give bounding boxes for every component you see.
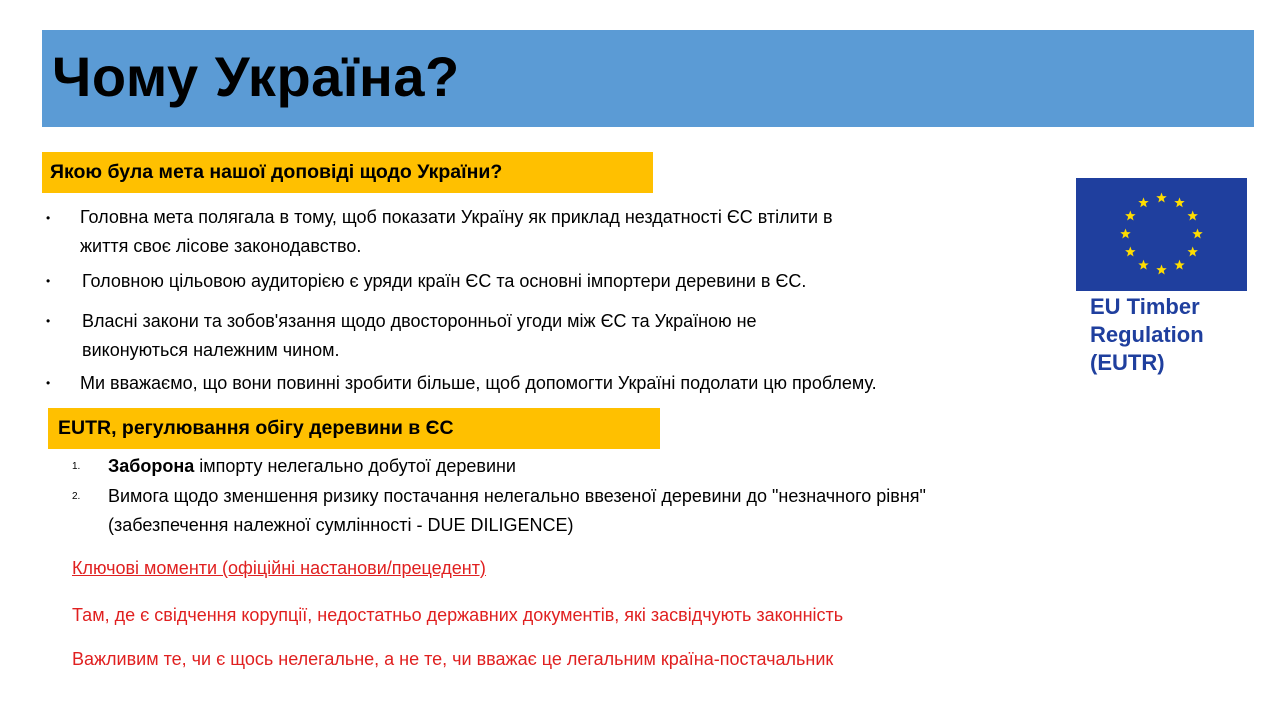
emphasis-text: Заборона: [108, 456, 195, 476]
key-point-corruption: Там, де є свідчення корупції, недостатньо державних документів, які засвідчують законність: [72, 605, 844, 625]
eutr-logo: [1076, 178, 1248, 377]
item-text: Вимога щодо зменшення ризику постачання нелегально ввезеної деревини до "незначного рівня": [108, 486, 926, 506]
bullet-text: Ми вважаємо, що вони повинні зробити більше, щоб допомогти Україні подолати цю проблему.: [80, 373, 877, 393]
list-number: 1.: [72, 461, 81, 472]
title-bar: [42, 30, 1254, 127]
logo-line-eu-timber: EU Timber: [1090, 294, 1200, 319]
bullet-text: Власні закони та зобов'язання щодо двосторонньої угоди між ЄС та Україною не: [82, 311, 757, 331]
bullet-text-cont: виконуються належним чином.: [82, 340, 340, 360]
logo-line-eutr: (EUTR): [1090, 350, 1165, 375]
logo-line-regulation: Regulation: [1090, 322, 1204, 347]
key-point-legality: Важливим те, чи є щось нелегальне, а не те, чи вважає це легальним країна-постачальник: [72, 649, 834, 669]
key-points-heading: Ключові моменти (офіційні настанови/прецедент): [72, 558, 486, 578]
bullet-marker: •: [46, 211, 51, 225]
section-heading-goal: Якою була мета нашої доповіді щодо України?: [42, 152, 653, 193]
bullet-text-cont: життя своє лісове законодавство.: [80, 236, 362, 256]
item-text-cont: (забезпечення належної сумлінності - DUE DILIGENCE): [108, 515, 574, 535]
bullet-text: Головна мета полягала в тому, щоб показати Україну як приклад нездатності ЄС втілити в: [80, 207, 833, 227]
slide-title: Чому Україна?: [52, 45, 460, 108]
bullet-marker: •: [46, 274, 51, 288]
bullet-text: Головною цільовою аудиторією є уряди країн ЄС та основні імпортери деревини в ЄС.: [82, 271, 807, 291]
item-text: імпорту нелегально добутої деревини: [194, 456, 516, 476]
section-heading-eutr: EUTR, регулювання обігу деревини в ЄС: [48, 408, 660, 449]
eu-flag-icon: [1076, 178, 1247, 291]
bullet-marker: •: [46, 376, 51, 390]
list-number: 2.: [72, 491, 81, 502]
bullet-marker: •: [46, 314, 51, 328]
